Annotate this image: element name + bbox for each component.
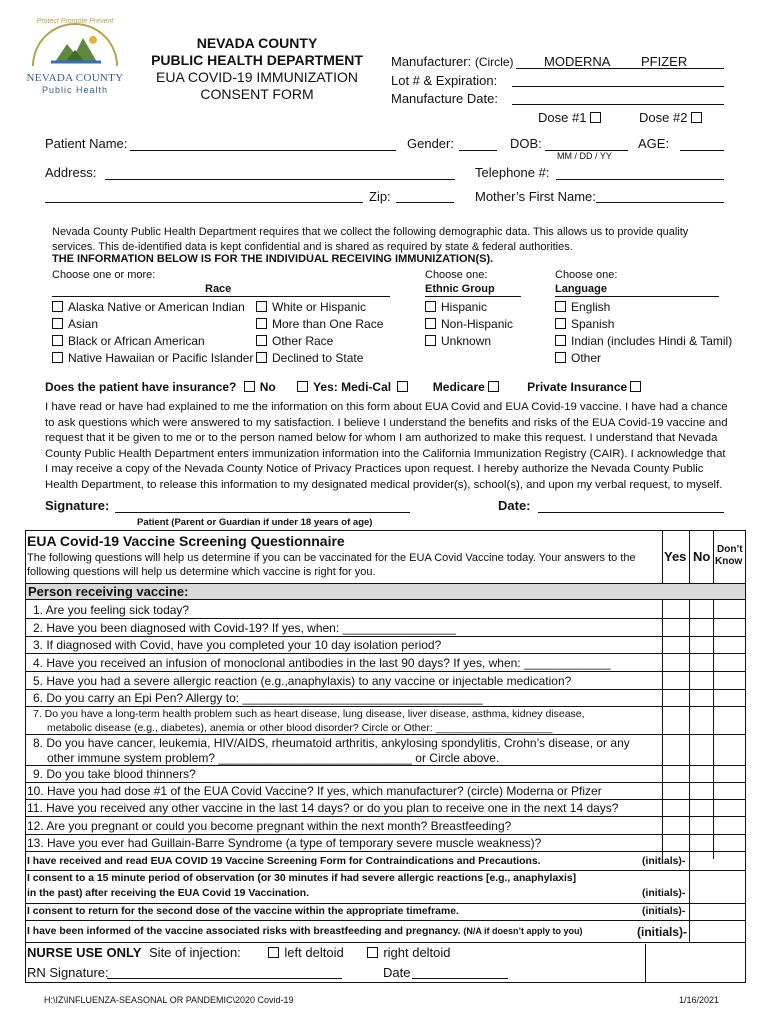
race-checkbox[interactable]: [52, 352, 63, 363]
logo-arc-text: Protect Promote Prevent: [36, 18, 114, 25]
question-text: other immune system problem? _____________________________ or Circle above.: [47, 751, 500, 765]
ethnic-option[interactable]: [425, 316, 513, 333]
ethnic-col: [425, 299, 513, 350]
question-text: 12. Are you pregnant or could you become pregnant within the next month? Breastfeeding?: [27, 819, 512, 833]
race-col2: [256, 299, 383, 367]
nurse-date-label: Date: [383, 965, 411, 980]
race-option-label: Other Race: [272, 334, 334, 348]
medical-checkbox[interactable]: [397, 381, 408, 392]
header-line3: EUA COVID-19 IMMUNIZATION: [156, 69, 358, 85]
language-checkbox[interactable]: [555, 301, 566, 312]
choose-one-language: Choose one:: [555, 269, 618, 281]
ack-1-initials[interactable]: (initials)-: [642, 856, 686, 867]
site-label: Site of injection:: [149, 945, 241, 960]
dose1-checkbox[interactable]: [590, 112, 601, 123]
question-text: 1. Are you feeling sick today?: [33, 603, 190, 617]
insurance-yes-checkbox[interactable]: [297, 381, 308, 392]
question-text: 5. Have you had a severe allergic reaction (e.g.,anaphylaxis) to any vaccine or injectable medication?: [33, 674, 572, 688]
manufacture-date-label: Manufacture Date:: [391, 91, 498, 106]
logo-sub: Public Health: [41, 85, 109, 95]
insurance-row: [45, 380, 646, 394]
rn-signature-input[interactable]: [107, 978, 342, 979]
language-option-label: Spanish: [571, 317, 615, 331]
race-option[interactable]: [52, 350, 253, 367]
gender-input[interactable]: [459, 150, 497, 151]
question-text: 7. Do you have a long-term health problem such as heart disease, lung disease, liver disease, asthma, kidney disease,: [33, 708, 585, 720]
mother-name-label: Mother’s First Name:: [475, 189, 596, 204]
language-option[interactable]: [555, 299, 732, 316]
ack-4-note: (N/A if doesn’t apply to you): [463, 926, 583, 936]
dose2-option[interactable]: [639, 110, 707, 125]
language-heading: Language: [555, 283, 607, 295]
race-checkbox[interactable]: [256, 352, 267, 363]
question-text: 2. Have you been diagnosed with Covid-19? If yes, when: _________________: [33, 621, 456, 635]
language-option[interactable]: [555, 333, 732, 350]
nurse-box-divider: [645, 944, 646, 983]
race-option[interactable]: [52, 299, 253, 316]
race-option[interactable]: [256, 299, 383, 316]
telephone-label: Telephone #:: [475, 165, 550, 180]
address-input[interactable]: [105, 179, 455, 180]
no-header: No: [693, 549, 711, 564]
language-option-label: English: [571, 300, 611, 314]
ethnic-option[interactable]: [425, 299, 513, 316]
ethnic-option-label: Unknown: [441, 334, 492, 348]
address-line2-input[interactable]: [45, 202, 363, 203]
question-text: 8. Do you have cancer, leukemia, HIV/AIDS, rheumatoid arthritis, ankylosing spondylitis, Crohn’s disease, or any: [33, 736, 630, 750]
race-option-label: Asian: [68, 317, 99, 331]
medicare-checkbox[interactable]: [488, 381, 499, 392]
consent-text: I have read or have had explained to me the information on this form about EUA Covid and EUA Covid-19 vaccine. I have had a chance to ask questions which were answered to my satisfaction. I believe I understand the benefits and risks of the EUA Covid-19 vaccine and request that it be given to me or to the person named below for whom I am authorized to make this request. I understand that Nevada County Public Health Department enters immunization information into the California Immunization Registry (CAIR). I acknowledge that I may receive a copy of the Nevada County Notice of Privacy Practices upon request. I hereby authorize the Nevada County Public Health Department, to release this information to my designated medical provider(s), school(s), and upon my verbal request, to myself.: [45, 401, 728, 491]
manufacturer-text: Manufacturer:: [391, 54, 472, 69]
ethnic-option-label: Hispanic: [441, 300, 488, 314]
race-checkbox[interactable]: [256, 335, 267, 346]
right-deltoid-checkbox[interactable]: [367, 947, 378, 958]
mother-name-input[interactable]: [596, 202, 724, 203]
language-option-label: Indian (includes Hindi & Tamil): [571, 334, 733, 348]
footer-path: H:\IZ\INFLUENZA-SEASONAL OR PANDEMIC\2020 Covid-19: [44, 995, 294, 1005]
race-option[interactable]: [256, 333, 383, 350]
race-option-label: White or Hispanic: [272, 300, 367, 314]
ethnic-option-label: Non-Hispanic: [441, 317, 514, 331]
gender-label: Gender:: [407, 136, 454, 151]
header-line2: PUBLIC HEALTH DEPARTMENT: [151, 52, 363, 68]
race-checkbox[interactable]: [256, 301, 267, 312]
nurse-date-input[interactable]: [412, 978, 508, 979]
header-line1: NEVADA COUNTY: [196, 35, 318, 51]
header-block: [132, 35, 382, 103]
ack-2-initials[interactable]: (initials)-: [642, 888, 686, 899]
yes-header: Yes: [664, 549, 687, 564]
medicare-label: Medicare: [432, 380, 485, 394]
question-text: 4. Have you received an infusion of monoclonal antibodies in the last 90 days? If yes, when: _____________: [33, 656, 611, 670]
race-option-label: Declined to State: [272, 351, 364, 365]
manufacture-date-input[interactable]: [512, 104, 724, 105]
race-option[interactable]: [52, 316, 253, 333]
language-option[interactable]: [555, 350, 732, 367]
nurse-row: [27, 945, 451, 960]
signature-caption: Patient (Parent or Guardian if under 18 years of age): [137, 517, 373, 528]
patient-name-input[interactable]: [130, 150, 396, 151]
footer-date: 1/16/2021: [679, 995, 720, 1005]
row-dividers: [26, 600, 745, 860]
question-text: 10. Have you had dose #1 of the EUA Covid Vaccine? If yes, which manufacturer? (circle) Moderna or Pfizer: [27, 784, 602, 798]
date-label: Date:: [498, 498, 531, 513]
signature-input[interactable]: [115, 512, 410, 513]
dont-header: Don’t: [717, 544, 743, 555]
language-option[interactable]: [555, 316, 732, 333]
lot-label: Lot # & Expiration:: [391, 73, 498, 88]
language-checkbox[interactable]: [555, 318, 566, 329]
age-input[interactable]: [680, 150, 724, 151]
question-text: metabolic disease (e.g., diabetes), anemia or other blood disorder? Circle or Other: ____________________: [47, 722, 553, 734]
ack-1: I have received and read EUA COVID 19 Vaccine Screening Form for Contraindications and Precautions.: [27, 856, 541, 867]
race-col1: [52, 299, 253, 367]
zip-label: Zip:: [369, 189, 391, 204]
race-checkbox[interactable]: [256, 318, 267, 329]
dose2-checkbox[interactable]: [691, 112, 702, 123]
age-label: AGE:: [638, 136, 670, 151]
race-checkbox[interactable]: [52, 301, 63, 312]
ethnic-heading: Ethnic Group: [425, 283, 495, 295]
private-insurance-checkbox[interactable]: [630, 381, 641, 392]
ethnic-checkbox[interactable]: [425, 318, 436, 329]
address-label: Address:: [45, 165, 97, 180]
ack-2a: I consent to a 15 minute period of observation (or 30 minutes if had severe allergic reactions [e.g., anaphylaxis]: [27, 873, 577, 884]
ethnic-checkbox[interactable]: [425, 301, 436, 312]
race-checkbox[interactable]: [52, 318, 63, 329]
race-option[interactable]: [256, 316, 383, 333]
language-checkbox[interactable]: [555, 352, 566, 363]
language-col: [555, 299, 732, 367]
question-text: 9. Do you take blood thinners?: [33, 767, 196, 781]
race-heading: Race: [205, 283, 232, 295]
language-option-label: Other: [571, 351, 602, 365]
date-input[interactable]: [538, 512, 724, 513]
dob-hint: MM / DD / YY: [557, 151, 612, 161]
person-receiving-label: Person receiving vaccine:: [28, 584, 189, 599]
lot-input[interactable]: [512, 86, 724, 87]
manufacturer-label: [391, 54, 514, 69]
ack-4: [27, 926, 583, 937]
insurance-yes-label: Yes: Medi-Cal: [313, 380, 392, 394]
race-option-label: Native Hawaiian or Pacific Islander: [68, 351, 254, 365]
left-deltoid-label: left deltoid: [284, 945, 344, 960]
question-text: 6. Do you carry an Epi Pen? Allergy to: ____________________________________: [33, 691, 483, 705]
questionnaire-title: EUA Covid-19 Vaccine Screening Questionnaire: [27, 533, 345, 549]
insurance-question: Does the patient have insurance?: [45, 380, 237, 394]
dob-label: DOB:: [510, 136, 542, 151]
know-header: Know: [715, 556, 743, 567]
demographics-bold-line: THE INFORMATION BELOW IS FOR THE INDIVIDUAL RECEIVING IMMUNIZATION(S).: [52, 253, 494, 265]
logo-name: NEVADA COUNTY: [26, 72, 124, 84]
signature-label: Signature:: [45, 498, 110, 513]
header-line4: CONSENT FORM: [200, 86, 314, 102]
language-checkbox[interactable]: [555, 335, 566, 346]
private-insurance-label: Private Insurance: [527, 380, 628, 394]
race-option-label: More than One Race: [272, 317, 384, 331]
left-deltoid-checkbox[interactable]: [268, 947, 279, 958]
rn-signature-label: RN Signature:: [27, 965, 109, 980]
question-text: 11. Have you received any other vaccine in the last 14 days? or do you plan to receive one in the next 14 days?: [27, 801, 619, 815]
ack-4-initials[interactable]: (initials)-: [637, 925, 687, 939]
insurance-no-checkbox[interactable]: [244, 381, 255, 392]
ethnic-option[interactable]: [425, 333, 513, 350]
question-text: 13. Have you ever had Guillain-Barre Syndrome (a type of temporary severe muscle weakness)?: [27, 836, 542, 850]
dose1-label: Dose #1: [538, 110, 587, 125]
patient-name-label: Patient Name:: [45, 136, 128, 151]
zip-input[interactable]: [396, 202, 454, 203]
demographics-intro: Nevada County Public Health Department requires that we collect the following demographic data. This allows us to provide quality services. This de-identified data is kept confidential and is shared as required by state & federal authorities.: [52, 226, 689, 253]
choose-one-ethnic: Choose one:: [425, 269, 488, 281]
ethnic-checkbox[interactable]: [425, 335, 436, 346]
race-option[interactable]: [256, 350, 383, 367]
race-option[interactable]: [52, 333, 253, 350]
circle-hint: (Circle): [474, 55, 514, 69]
choose-more-label: Choose one or more:: [52, 269, 156, 281]
race-checkbox[interactable]: [52, 335, 63, 346]
nurse-use-label: NURSE USE ONLY: [27, 945, 142, 960]
dose2-label: Dose #2: [639, 110, 688, 125]
moderna-option[interactable]: MODERNA: [544, 54, 611, 69]
county-logo: [25, 14, 125, 98]
telephone-input[interactable]: [556, 179, 724, 180]
question-text: 3. If diagnosed with Covid, have you completed your 10 day isolation period?: [33, 638, 442, 652]
pfizer-option[interactable]: PFIZER: [641, 54, 688, 69]
race-option-label: Black or African American: [68, 334, 205, 348]
ack-3: I consent to return for the second dose of the vaccine within the appropriate timeframe.: [27, 906, 459, 917]
ack-4-text: I have been informed of the vaccine associated risks with breastfeeding and pregnancy.: [27, 926, 461, 937]
ack-2b: in the past) after receiving the EUA Covid 19 Vaccination.: [27, 888, 309, 899]
dose1-option[interactable]: [538, 110, 606, 125]
ack-3-initials[interactable]: (initials)-: [642, 906, 686, 917]
race-option-label: Alaska Native or American Indian: [68, 300, 245, 314]
insurance-no-label: No: [259, 380, 276, 394]
questionnaire-intro: The following questions will help us determine if you can be vaccinated for the EUA Covid Vaccine today. Your answers to the following questions will help us determine which vaccine is right for you.: [27, 552, 636, 578]
right-deltoid-label: right deltoid: [383, 945, 451, 960]
